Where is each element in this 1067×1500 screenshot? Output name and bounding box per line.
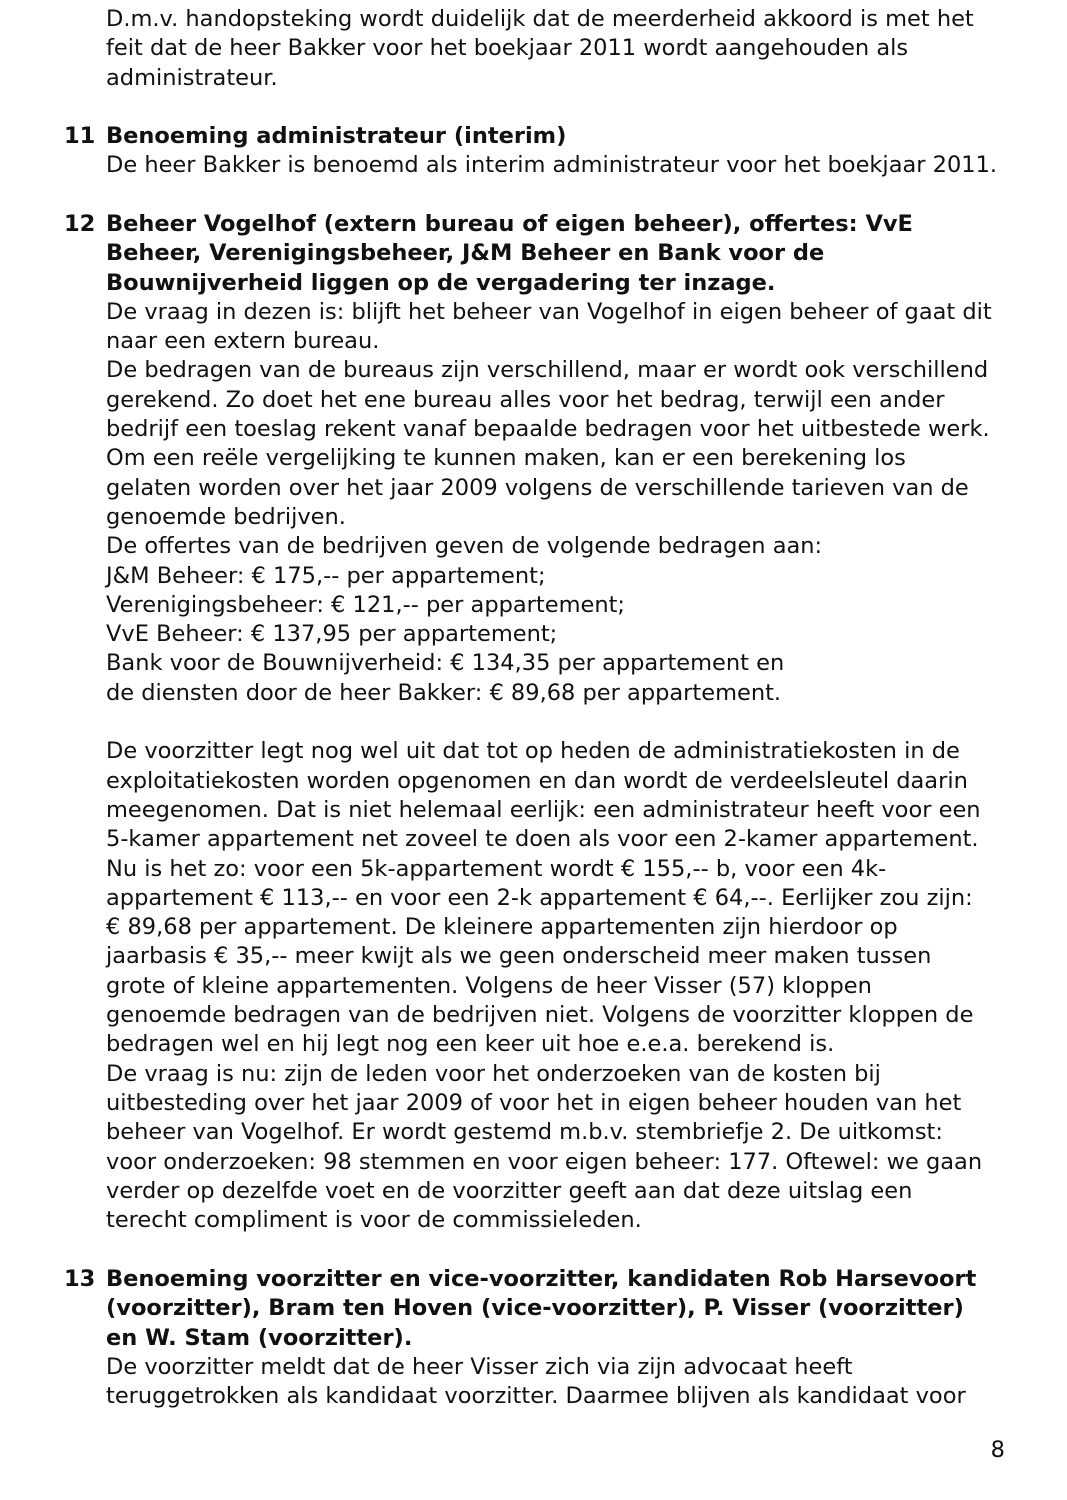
text-line: Om een reële vergelijking te kunnen maken, kan er een berekening los <box>106 445 906 472</box>
text-line: Verenigingsbeheer: € 121,-- per appartement; <box>106 591 626 618</box>
intro-paragraph <box>106 5 1036 93</box>
text-line: de diensten door de heer Bakker: € 89,68 per appartement. <box>106 679 782 706</box>
agenda-item-11 <box>64 122 1024 181</box>
item-number: 12 <box>64 211 96 237</box>
text-line: gelaten worden over het jaar 2009 volgens de verschillende tarieven van de <box>106 474 969 501</box>
text-line: jaarbasis € 35,-- meer kwijt als we geen onderscheid meer maken tussen <box>106 943 932 970</box>
text-line: genoemde bedragen van de bedrijven niet. Volgens de voorzitter kloppen de <box>106 1002 974 1029</box>
text-line: verder op dezelfde voet en de voorzitter geeft aan dat deze uitslag een <box>106 1177 913 1204</box>
text-line: uitbesteding over het jaar 2009 of voor het in eigen beheer houden van het <box>106 1089 962 1116</box>
item-title: Beheer, Verenigingsbeheer, J&M Beheer en Bank voor de <box>106 240 825 267</box>
text-line: De heer Bakker is benoemd als interim administrateur voor het boekjaar 2011. <box>106 152 998 179</box>
text-line: De voorzitter legt nog wel uit dat tot op heden de administratiekosten in de <box>106 738 960 765</box>
text-line: terecht compliment is voor de commissieleden. <box>106 1207 642 1234</box>
text-line: bedragen wel en hij legt nog een keer uit hoe e.e.a. berekend is. <box>106 1031 835 1058</box>
text-line: € 89,68 per appartement. De kleinere appartementen zijn hierdoor op <box>106 914 898 941</box>
text-line: grote of kleine appartementen. Volgens de heer Visser (57) kloppen <box>106 972 872 999</box>
text-line: De vraag is nu: zijn de leden voor het onderzoeken van de kosten bij <box>106 1060 881 1087</box>
text-line: De vraag in dezen is: blijft het beheer van Vogelhof in eigen beheer of gaat dit <box>106 298 992 325</box>
text-line: administrateur. <box>106 64 278 91</box>
item-title: Benoeming voorzitter en vice-voorzitter, kandidaten Rob Harsevoort <box>106 1266 977 1292</box>
text-line: De voorzitter meldt dat de heer Visser zich via zijn advocaat heeft <box>106 1353 853 1380</box>
text-line: 5-kamer appartement net zoveel te doen als voor een 2-kamer appartement. <box>106 826 979 853</box>
item-title: Beheer Vogelhof (extern bureau of eigen beheer), offertes: VvE <box>106 211 913 237</box>
item-number: 11 <box>64 123 96 149</box>
text-line: Nu is het zo: voor een 5k-appartement wordt € 155,-- b, voor een 4k- <box>106 855 887 882</box>
text-line: appartement € 113,-- en voor een 2-k appartement € 64,--. Eerlijker zou zijn: <box>106 884 973 911</box>
agenda-item-12 <box>64 210 1024 1235</box>
text-line: naar een extern bureau. <box>106 328 380 355</box>
page-number: 8 <box>990 1437 1005 1463</box>
item-title: en W. Stam (voorzitter). <box>106 1324 413 1351</box>
text-line: De offertes van de bedrijven geven de volgende bedragen aan: <box>106 533 823 560</box>
item-number: 13 <box>64 1266 96 1292</box>
text-line: De bedragen van de bureaus zijn verschillend, maar er wordt ook verschillend <box>106 357 989 384</box>
item-title: Bouwnijverheid liggen op de vergadering ter inzage. <box>106 269 776 296</box>
agenda-item-13 <box>64 1265 1024 1411</box>
text-line: genoemde bedrijven. <box>106 503 346 530</box>
text-line: voor onderzoeken: 98 stemmen en voor eigen beheer: 177. Oftewel: we gaan <box>106 1148 983 1175</box>
text-line: feit dat de heer Bakker voor het boekjaar 2011 wordt aangehouden als <box>106 35 909 62</box>
text-line: teruggetrokken als kandidaat voorzitter. Daarmee blijven als kandidaat voor <box>106 1383 966 1410</box>
text-line: VvE Beheer: € 137,95 per appartement; <box>106 621 558 648</box>
text-line: bedrijf een toeslag rekent vanaf bepaalde bedragen voor het uitbestede werk. <box>106 416 990 443</box>
text-line: beheer van Vogelhof. Er wordt gestemd m.b.v. stembriefje 2. De uitkomst: <box>106 1119 943 1146</box>
item-title: (voorzitter), Bram ten Hoven (vice-voorzitter), P. Visser (voorzitter) <box>106 1295 964 1322</box>
text-line: meegenomen. Dat is niet helemaal eerlijk: een administrateur heeft voor een <box>106 796 981 823</box>
item-title: Benoeming administrateur (interim) <box>106 123 567 149</box>
text-line: J&M Beheer: € 175,-- per appartement; <box>106 562 546 589</box>
text-line: gerekend. Zo doet het ene bureau alles voor het bedrag, terwijl een ander <box>106 386 945 413</box>
text-line: D.m.v. handopsteking wordt duidelijk dat de meerderheid akkoord is met het <box>106 6 974 32</box>
text-line: exploitatiekosten worden opgenomen en dan wordt de verdeelsleutel daarin <box>106 767 968 794</box>
paragraph-spacer <box>106 708 1024 737</box>
text-line: Bank voor de Bouwnijverheid: € 134,35 per appartement en <box>106 650 785 677</box>
